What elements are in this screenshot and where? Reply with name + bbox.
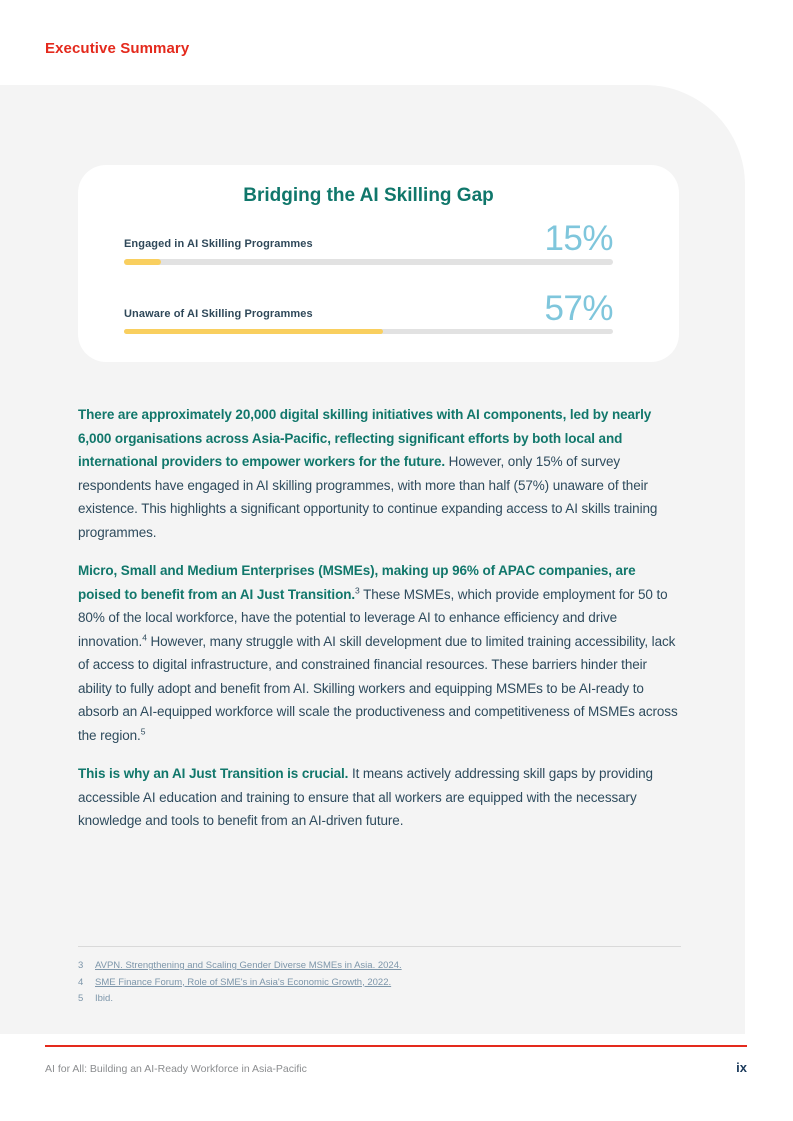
footnote-link[interactable]: SME Finance Forum, Role of SME's in Asia's Economic Growth, 2022. — [95, 976, 392, 988]
footnote-link[interactable]: AVPN. Strengthening and Scaling Gender Diverse MSMEs in Asia. 2024. — [95, 960, 402, 971]
progress-track — [124, 329, 613, 335]
body-copy — [78, 403, 679, 833]
stat-row-engaged — [124, 221, 613, 265]
paragraph-lead-text: This is why an AI Just Transition is crucial. — [78, 766, 349, 781]
progress-fill — [124, 329, 383, 335]
stat-value-unaware: 57% — [544, 288, 613, 328]
paragraph-text: However, many struggle with AI skill development due to limited training accessibility, lack of access to digital infrastructure, and constrained financial resources. These barriers hinder their ability to fully adopt and benefit from AI. Skilling workers and equipping MSMEs to be AI-ready to absorb an AI-equipped workforce will scale the productiveness and competitiveness of MSMEs across the region. — [78, 633, 678, 743]
stat-label-unaware: Unaware of AI Skilling Programmes — [124, 307, 313, 320]
footer — [45, 1060, 747, 1075]
card-title: Bridging the AI Skilling Gap — [243, 185, 494, 206]
footnotes — [78, 946, 681, 1008]
stat-value-engaged: 15% — [544, 219, 613, 258]
footnote-number: 3 — [78, 960, 84, 971]
footnote-item — [78, 958, 681, 975]
section-heading: Executive Summary — [45, 40, 190, 57]
paragraph-text: It means actively addressing skill gaps by providing accessible AI education and training to ensure that all workers are equipped with the necessary knowledge and tools to benefit from an AI-driven future. — [78, 766, 653, 828]
skilling-gap-card — [78, 165, 679, 362]
footer-divider — [45, 1045, 747, 1047]
page-number: ix — [736, 1060, 747, 1075]
footnote-item — [78, 975, 681, 992]
paragraph — [78, 559, 679, 747]
footnote-number: 4 — [78, 976, 84, 988]
paragraph-text: However, only 15% of survey respondents have engaged in AI skilling programmes, with more than half (57%) unaware of their existence. This highlights a significant opportunity to continue expanding access to AI skills training programmes. — [78, 454, 658, 540]
paragraph — [78, 403, 679, 544]
progress-track — [124, 259, 613, 265]
stat-label-engaged: Engaged in AI Skilling Programmes — [124, 238, 313, 250]
footnote-reference: 5 — [140, 726, 146, 736]
paragraph — [78, 762, 679, 833]
progress-fill — [124, 259, 161, 265]
stat-row-unaware — [124, 288, 613, 335]
footnote-reference: 3 — [355, 585, 360, 595]
footnote-reference: 4 — [142, 632, 147, 642]
paragraph-text: These MSMEs, which provide employment for 50 to 80% of the local workforce, have the potential to leverage AI to enhance efficiency and drive innovation. — [78, 586, 668, 649]
paragraph-lead-text: Micro, Small and Medium Enterprises (MSMEs), making up 96% of APAC companies, are poised to benefit from an AI Just Transition. — [78, 563, 636, 602]
footnote-number: 5 — [78, 993, 84, 1004]
footnotes-list — [78, 958, 681, 1008]
content-panel — [0, 85, 745, 1034]
footer-report-title: AI for All: Building an AI-Ready Workforce in Asia-Pacific — [45, 1063, 307, 1075]
paragraph-lead-text: There are approximately 20,000 digital skilling initiatives with AI components, led by nearly 6,000 organisations across Asia-Pacific, reflecting significant efforts by both local and international providers to empower workers for the future. — [78, 407, 652, 469]
footnote-item — [78, 991, 681, 1008]
footnote-text: Ibid. — [95, 993, 113, 1004]
